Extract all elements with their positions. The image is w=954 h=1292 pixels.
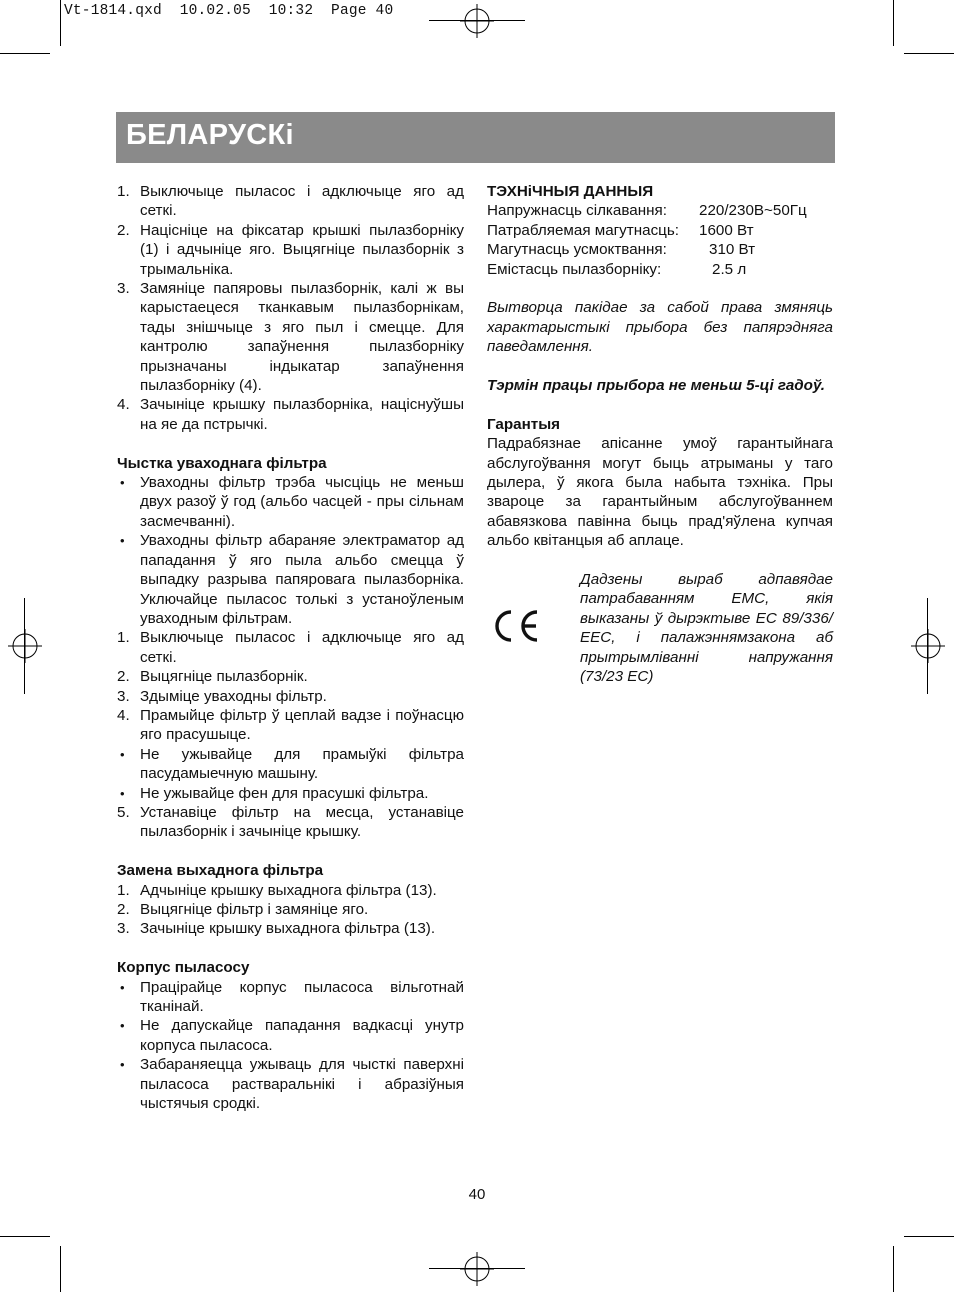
list-item [117,395,464,434]
list-item [117,182,464,221]
list-item [117,473,464,531]
list-item-text: Уваходны фільтр абараняе электраматор ад пападання ў яго пыла альбо смецца ў выпадку разрыва папяровага пылазборніка. Уключайце пыласос толькі з устаноўленым уваходным фільтрам. [140,532,464,627]
list-item [117,900,464,919]
spec-value: 1600 Вт [699,221,754,239]
body-care-list [117,978,464,1114]
crop-mark-top-right-h [904,53,954,54]
list-marker: 3. [117,920,130,938]
page-number: 40 [468,1186,486,1203]
registration-mark-bottom-icon [460,1252,494,1286]
bullet-marker: • [120,475,125,491]
list-item [117,221,464,279]
intake-filter-list [117,473,464,842]
list-marker: 3. [117,687,130,705]
intake-filter-heading: Чыстка уваходнага фільтра [117,454,327,472]
list-item-text: Выцягніце пылазборнік. [140,668,308,686]
list-item-text: Зачыніце крышку выхаднога фільтра (13). [140,920,436,938]
list-marker: 2. [117,668,130,686]
file-slug: Vt-1814.qxd 10.02.05 10:32 Page 40 [64,3,394,19]
ce-mark-icon [491,608,543,644]
specs-heading: ТЭХНiЧНЫЯ ДАННЫЯ [487,183,654,200]
list-item-text: Выключыце пыласос і адключыце яго ад сеткі. [140,183,464,220]
crop-mark-top-left-h [0,53,50,54]
list-item [117,531,464,628]
registration-mark-right-icon [911,629,945,663]
bullet-marker: • [120,1018,125,1034]
list-item [117,279,464,395]
spec-row [487,260,833,279]
list-marker: 2. [117,221,130,239]
list-item-text: Уваходны фільтр трэба чысціць не меньш двух разоў ў год (альбо часцей - пры сільнам засмечванні). [140,474,464,530]
removal-steps-list [117,182,464,434]
language-title: БЕЛАРУСКi [126,119,294,151]
list-item-text: Адчыніце крышку выхаднога фільтра (13). [140,881,437,899]
spec-row [487,201,833,220]
list-item-text: Націсніце на фіксатар крышкі пылазборніку (1) і адчыніце яго. Выцягніце пылазборнік з трымальніка. [140,221,464,278]
crop-mark-bottom-right-v [893,1246,894,1292]
crop-mark-top-right-v [893,0,894,46]
spec-value: 220/230В~50Гц [699,202,807,220]
registration-line-right [927,598,928,694]
list-marker: 1. [117,629,130,647]
list-marker: 2. [117,901,130,918]
list-marker: 5. [117,803,130,821]
spec-label: Емістасць пылазборніку: [487,260,662,278]
spec-row [487,221,833,240]
list-item [117,1016,464,1055]
list-marker: 4. [117,706,130,724]
crop-mark-bottom-left-v [60,1246,61,1292]
left-column [117,182,464,1113]
warranty-heading: Гарантыя [487,415,561,433]
list-marker: 1. [117,183,130,200]
manufacturer-note: Вытворца пакідае за сабой права змяняць характарыстыкі прыбора без папярэдняга паведамлення. [487,299,833,356]
list-item-text: Замяніце папяровы пылазборнік, калі ж вы карыстаецеся тканкавым пылазборнікам, тады знішчыце з яго пыл і смецце. Для кантролю запаўнення пылазборніку прызначаны індыкатар запаўнення пылазборніку (4). [140,280,464,395]
spec-row [487,240,833,259]
list-item [117,978,464,1017]
crop-mark-bottom-right-h [904,1236,954,1237]
ce-compliance-text: Дадзены выраб адпавядае патрабаванням ЕМС, якія выказаны ў дырэктыве ЕС 89/336/ЕЕС, і палажэннямзакона аб прытрымліванні напружання (73/23 ЕС) [580,571,833,686]
list-marker: 4. [117,396,130,414]
warranty-text: Падрабязнае апісанне умоў гарантыйнага абслугоўвання могут быць атрыманы у таго дылера, ў якога была набыта тэхніка. Пры звароце за гарантыйным абслугоўваннем абавязкова павінна быць прад'яўлена купчая альбо квітанцыя аб аплаце. [487,435,833,550]
service-life-note: Тэрмін працы прыбора не меньш 5-ці гадоў. [487,377,826,395]
list-item-text: Прамыйце фільтр ў цеплай вадзе і поўнасцю яго прасушыце. [140,706,464,744]
registration-mark-left-icon [8,629,42,663]
list-marker: 3. [117,280,130,298]
registration-line-top [429,20,525,21]
list-item-text: Выцягніце фільтр і замяніце яго. [140,901,369,918]
registration-line-left [24,598,25,694]
list-item-text: Забараняецца ужываць для чысткі паверхні пыласоса растваральнікі і абразіўныя чыстячыя сродкі. [140,1056,464,1113]
list-item-text: Устанавіце фільтр на месца, устанавіце пылазборнік і зачыніце крышку. [140,803,464,841]
exhaust-filter-list [117,881,464,939]
list-item-text: Не ужывайце для прамыўкі фільтра пасудамыечную машыну. [140,745,464,783]
spacer [487,279,833,298]
registration-mark-top-icon [460,4,494,38]
list-item-text: Не дапускайце пападання вадкасці унутр корпуса пыласоса. [140,1017,464,1054]
body-care-heading: Корпус пыласосу [117,959,250,977]
bullet-marker: • [120,533,125,549]
ce-compliance-block [487,570,833,686]
exhaust-filter-heading: Замена выхаднога фільтра [117,862,324,880]
list-item-text: Працірайце корпус пыласоса вільготнай тканінай. [140,978,464,1016]
list-item [117,919,464,938]
list-item [117,1055,464,1113]
spec-value: 310 Вт [709,241,756,259]
crop-mark-top-left-v [60,0,61,46]
crop-mark-bottom-left-h [0,1236,50,1237]
bullet-marker: • [120,785,125,801]
list-item [117,706,464,745]
bullet-marker: • [120,979,125,995]
spacer [487,357,833,376]
spec-label: Патрабляемая магутнасць: [487,221,679,239]
list-item [117,745,464,784]
list-item [117,687,464,706]
bullet-marker: • [120,746,125,762]
language-banner [116,112,835,163]
list-item [117,628,464,667]
list-item [117,803,464,842]
list-item-text: Зачыніце крышку пылазборніка, націснуўшы на яе да пстрычкі. [140,396,464,433]
specs-table [487,201,833,279]
registration-line-bottom [429,1268,525,1269]
right-column [487,182,833,687]
list-item-text: Не ужывайце фен для прасушкі фільтра. [140,784,429,802]
list-item-text: Здыміце уваходны фільтр. [140,687,327,705]
list-item [117,881,464,900]
list-item [117,667,464,686]
spec-label: Магутнасць усмоктвання: [487,241,667,259]
list-item-text: Выключыце пыласос і адключыце яго ад сеткі. [140,629,464,666]
bullet-marker: • [120,1057,125,1073]
list-marker: 1. [117,881,130,899]
spec-label: Напружнасць сілкавання: [487,202,667,220]
list-item [117,784,464,803]
spec-value: 2.5 л [712,260,747,278]
